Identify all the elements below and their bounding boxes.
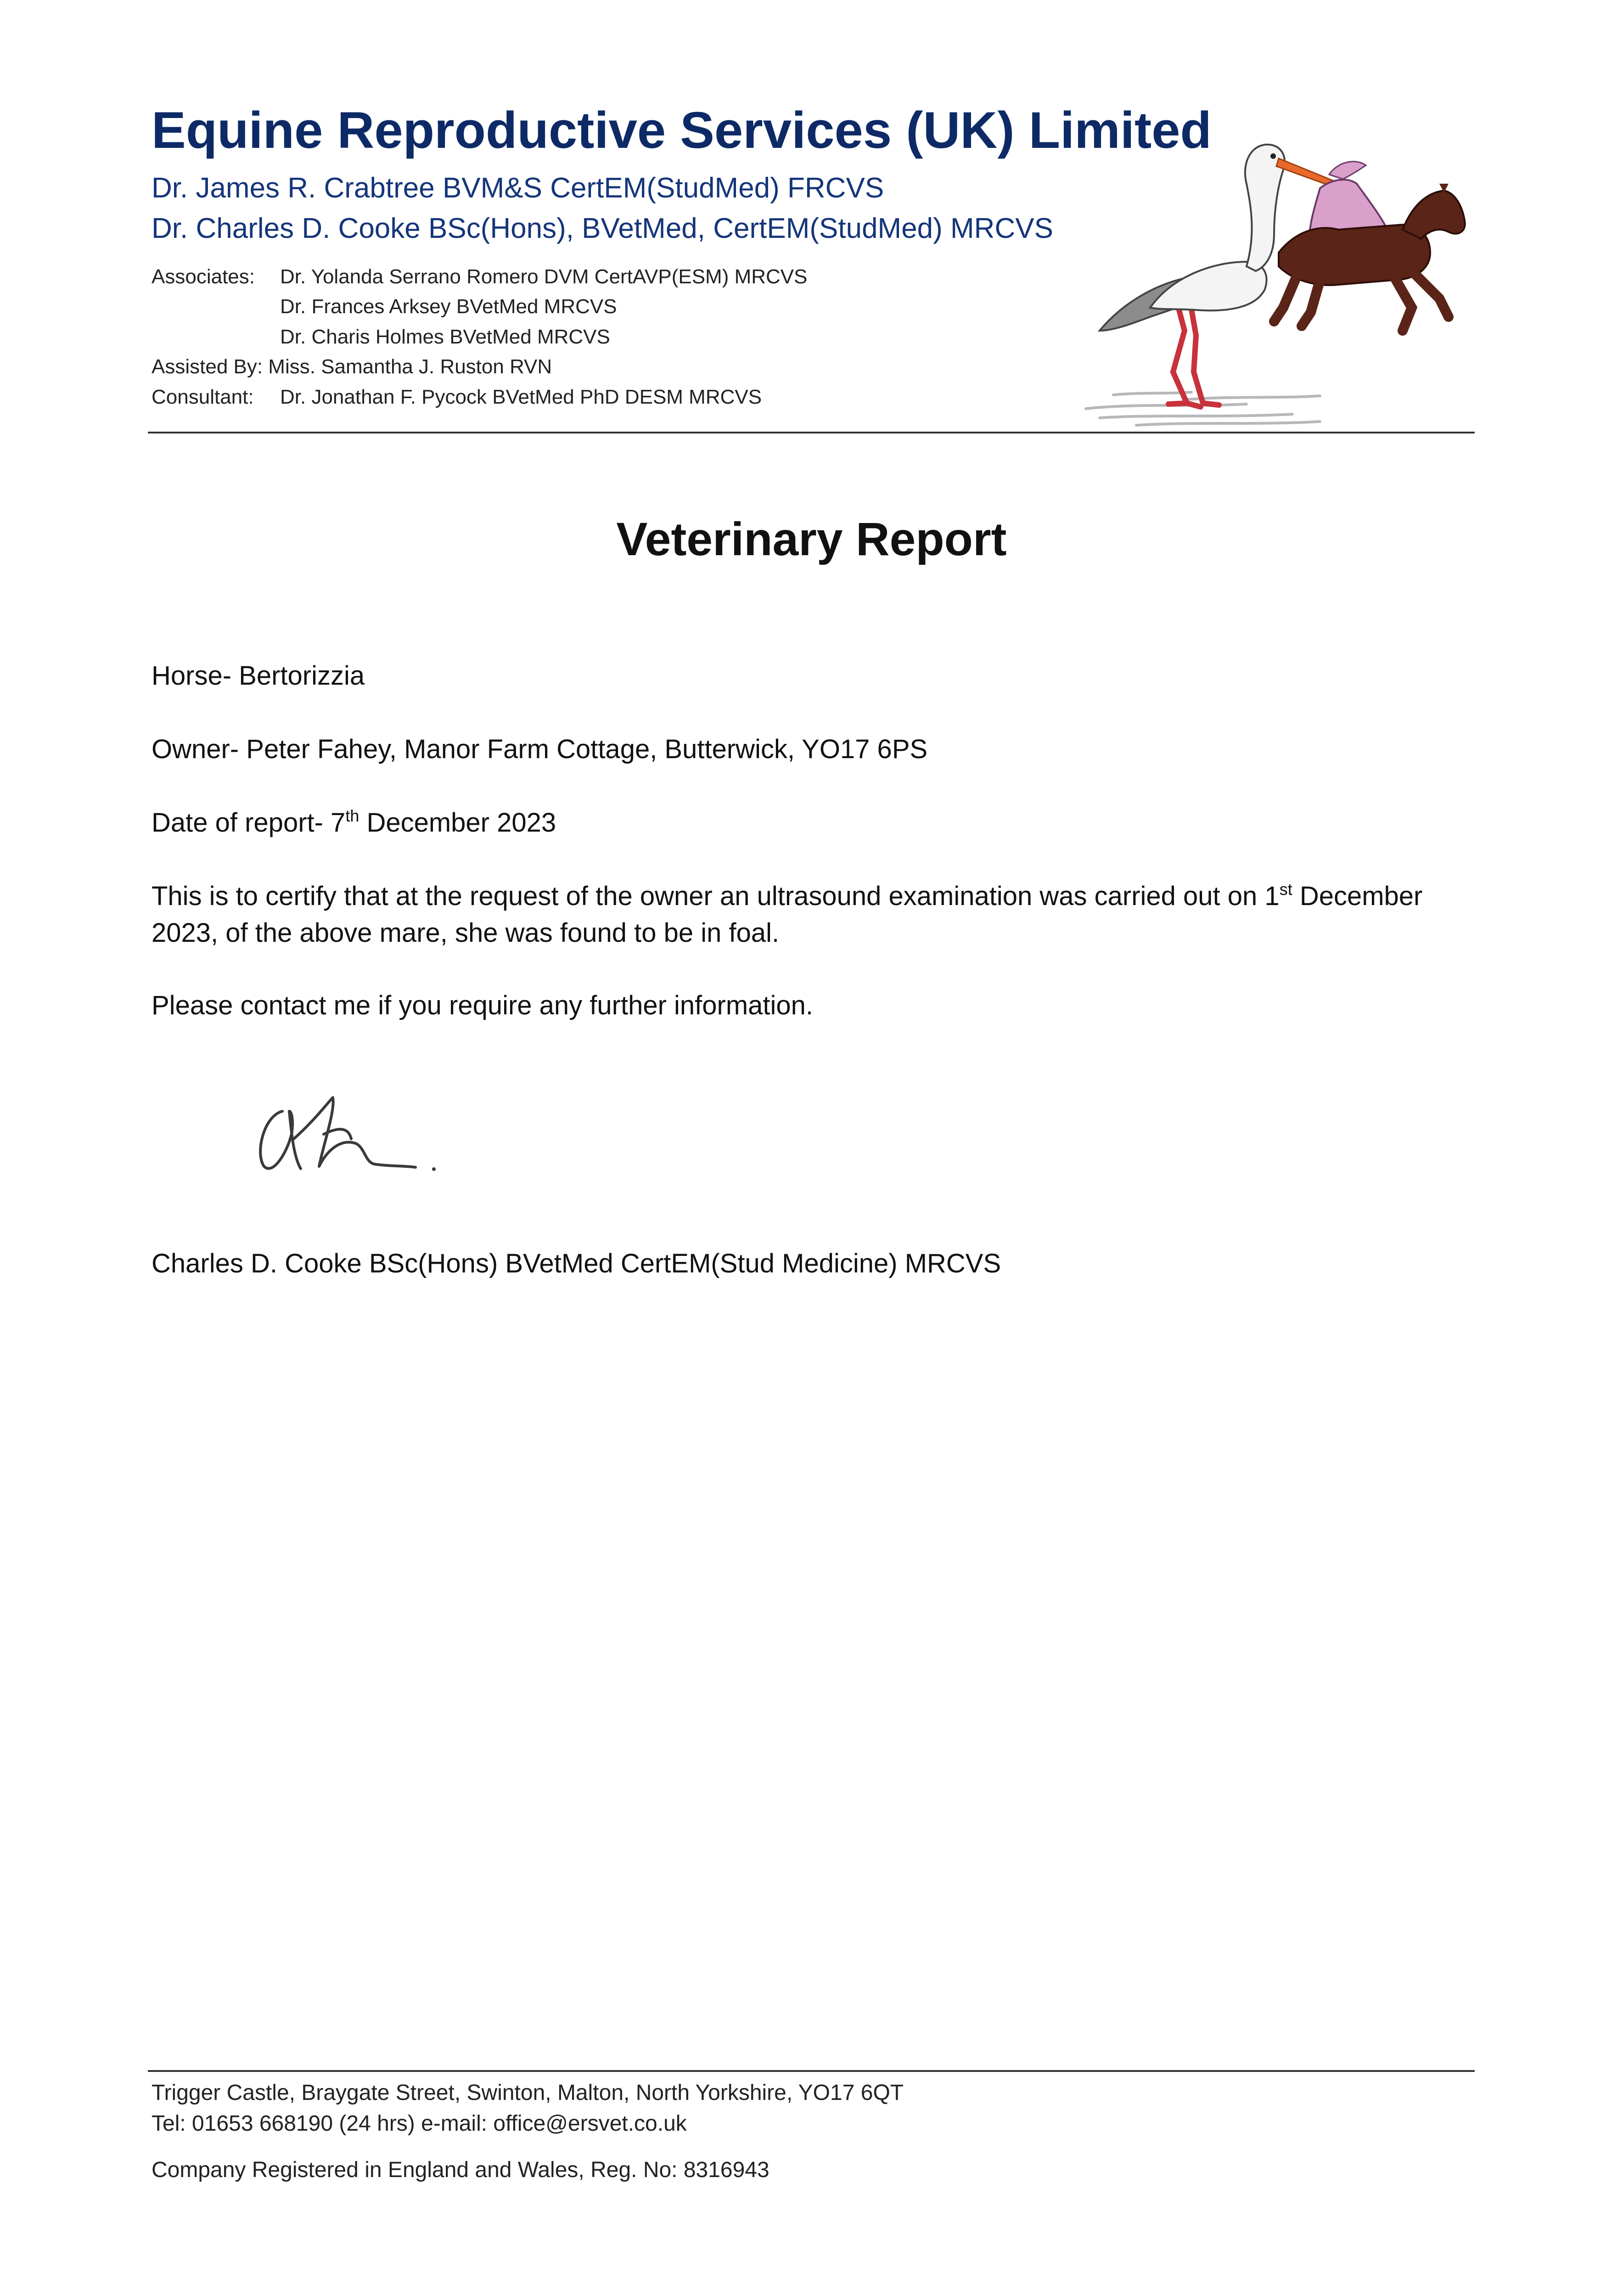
owner-line: Owner- Peter Fahey, Manor Farm Cottage, Butterwick, YO17 6PS [152, 734, 928, 764]
horse-line: Horse- Bertorizzia [152, 661, 365, 691]
footer-registration: Company Registered in England and Wales, Reg. No: 8316943 [152, 2158, 769, 2182]
contact-paragraph: Please contact me if you require any further information. [152, 990, 814, 1020]
associate-arksey: Dr. Frances Arksey BVetMed MRCVS [280, 295, 617, 318]
associate-serrano: Dr. Yolanda Serrano Romero DVM CertAVP(ESM) MRCVS [280, 265, 808, 288]
signatory-name: Charles D. Cooke BSc(Hons) BVetMed CertEM(Stud Medicine) MRCVS [152, 1249, 1001, 1278]
certification-ordinal: st [1279, 880, 1292, 899]
certification-paragraph [152, 878, 1469, 951]
report-date-ordinal: th [345, 806, 359, 825]
associate-holmes: Dr. Charis Holmes BVetMed MRCVS [280, 326, 610, 348]
partner-cooke: Dr. Charles D. Cooke BSc(Hons), BVetMed, CertEM(StudMed) MRCVS [152, 213, 1053, 244]
handwritten-signature [250, 1084, 471, 1180]
consultant-pycock: Dr. Jonathan F. Pycock BVetMed PhD DESM MRCVS [280, 386, 762, 408]
report-title: Veterinary Report [616, 513, 1007, 565]
consultant-label: Consultant: [152, 386, 254, 408]
footer-address: Trigger Castle, Braygate Street, Swinton, Malton, North Yorkshire, YO17 6QT [152, 2081, 904, 2105]
report-date-prefix: Date of report- 7 [152, 808, 346, 838]
report-date-line [152, 805, 1469, 841]
header-divider [148, 432, 1475, 433]
footer-contact: Tel: 01653 668190 (24 hrs) e-mail: office@ersvet.co.uk [152, 2111, 687, 2136]
associates-label: Associates: [152, 265, 255, 288]
stork-carrying-foal-icon [1081, 115, 1471, 432]
partner-crabtree: Dr. James R. Crabtree BVM&S CertEM(StudMed) FRCVS [152, 172, 884, 204]
assisted-by: Assisted By: Miss. Samantha J. Ruston RVN [152, 355, 552, 378]
footer-divider [148, 2070, 1475, 2072]
certification-text-start: This is to certify that at the request of the owner an ultrasound examination was carried out on 1 [152, 881, 1280, 911]
company-name: Equine Reproductive Services (UK) Limited [152, 101, 1212, 159]
certification-text-end: December 2023, of the above mare, she was found to be in foal. [152, 881, 1423, 948]
report-date-rest: December 2023 [359, 808, 556, 838]
